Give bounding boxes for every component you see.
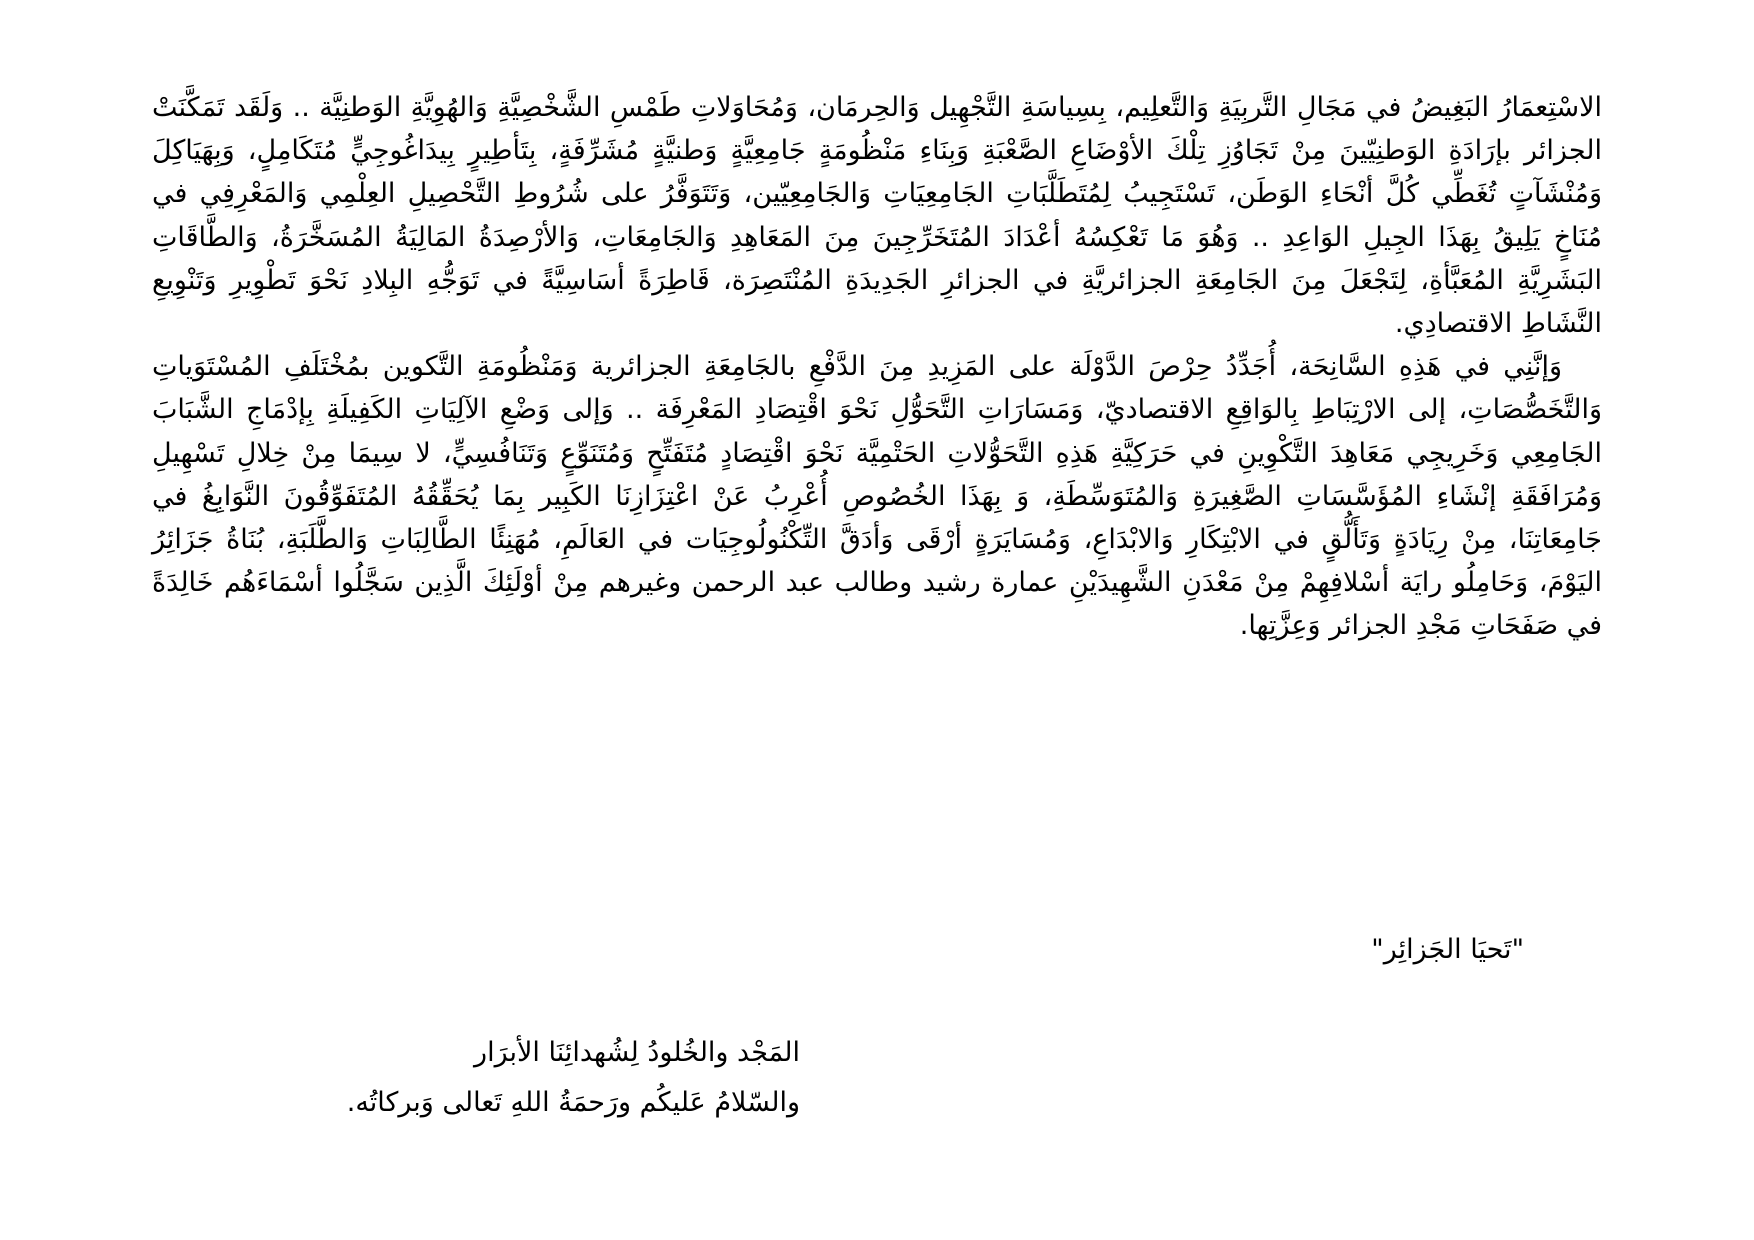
paragraph-1: الاسْتِعمَارُ البَغِيضُ في مَجَالِ التَّربِيَةِ وَالتَّعلِيم، بِسِياسَةِ التَّجْهِيل وَالحِرمَان، وَمُحَاوَلاتِ طَمْسِ الشَّخْصِيَّةِ وَالهُوِيَّةِ الوَطنِيَّة .. وَلَقَد تَمَكَّنَتْ الجزائر بإرَادَةِ الوَطنِيّينَ مِنْ تَجَاوُزِ تِلْكَ الأوْضَاعِ الصَّعْبَةِ وَبِنَاءِ مَنْظُومَةٍ جَامِعِيَّةٍ وَطنيَّةٍ مُشَرِّفَةٍ، بِتَأطِيرٍ بِيدَاغُوجِيٍّ مُتَكَامِلٍ، وَبِهَيَاكِلَ وَمُنْشَآتٍ تُغَطِّي كُلَّ أنْحَاءِ الوَطَن، تَسْتَجِيبُ لِمُتَطَلَّبَاتِ الجَامِعِيَاتِ وَالجَامِعِيّين، وَتَتَوَفَّرُ على شُرُوطِ التَّحْصِيلِ العِلْمِي وَالمَعْرِفِي في مُنَاخٍ يَلِيقُ بِهَذَا الجِيلِ الوَاعِدِ .. وَهُوَ مَا تَعْكِسُهُ أعْدَادَ المُتَخَرِّجِينَ مِنَ المَعَاهِدِ وَالجَامِعَاتِ، وَالأرْصِدَةُ المَالِيَةُ المُسَخَّرَةُ، وَالطَّاقَاتِ البَشَرِيَّةِ المُعَبَّأةِ، لِتَجْعَلَ مِنَ الجَامِعَةِ الجزائريَّةِ في الجزائرِ الجَدِيدَةِ المُنْتَصِرَة، قَاطِرَةً أسَاسِيَّةً في تَوَجُّهِ البِلادِ نَحْوَ تَطْوِيرِ وَتَنْوِيعِ النَّشَاطِ الاقتصادِي. bbox=[152, 92, 1602, 340]
slogan: "تَحيَا الجَزائِر" bbox=[1371, 934, 1524, 965]
closing-block bbox=[150, 1028, 800, 1128]
closing-line-1: المَجْد والخُلودُ لِشُهدائِنَا الأبرَار bbox=[474, 1037, 800, 1068]
paragraph-2: وَإنَّنِي في هَذِهِ السَّانِحَة، أُجَدِّدُ حِرْصَ الدَّوْلَة على المَزِيدِ مِنَ الدَّفْعِ بالجَامِعَةِ الجزائرية وَمَنْظُومَةِ التَّكوين بمُخْتَلَفِ المُسْتَوَياتِ وَالتَّخَصُّصَاتِ، إلى الارْتِبَاطِ بِالوَاقِعِ الاقتصاديّ، وَمَسَارَاتِ التَّحَوُّلِ نَحْوَ اقْتِصَادِ المَعْرِفَة .. وَإلى وَضْعِ الآلِيَاتِ الكَفِيلَةِ بِإدْمَاجِ الشَّبَابَ الجَامِعِي وَخَرِيجِي مَعَاهِدَ التَّكْوِينِ في حَرَكِيَّةِ هَذِهِ التَّحَوُّلاتِ الحَتْمِيَّة نَحْوَ اقْتِصَادٍ مُتَفَتِّحٍ وَمُتَنَوِّعٍ وَتَنَافُسِيٍّ، لا سِيمَا مِنْ خِلالِ تَسْهِيلِ وَمُرَافَقَةِ إنْشَاءِ المُؤَسَّسَاتِ الصَّغِيرَةِ وَالمُتَوَسِّطَةِ، وَ بِهَذَا الخُصُوصِ أُعْرِبُ عَنْ اعْتِزَازِنَا الكَبِير بِمَا يُحَقِّقُهُ المُتَفَوِّقُونَ النَّوَابِغُ في جَامِعَاتِنَا، مِنْ رِيَادَةٍ وَتَأَلُّقٍ في الابْتِكَارِ وَالابْدَاعِ، وَمُسَايَرَةٍ أرْقَى وَأدَقَّ التِّكْنُولُوجِيَات في العَالَمِ، مُهَنِئًا الطَّالِبَاتِ وَالطَّلَبَةِ، بُنَاةُ جَزَائِرُ اليَوْمَ، وَحَامِلُو رايَة أسْلافِهِمْ مِنْ مَعْدَنِ الشَّهِيدَيْنِ عمارة رشيد وطالب عبد الرحمن وغيرهم مِنْ أوْلَئِكَ الَّذِين سَجَّلُوا أسْمَاءَهُم خَالِدَةً في صَفَحَاتِ مَجْدِ الجزائر وَعِزَّتِها. bbox=[152, 351, 1602, 642]
closing-line-2: والسّلامُ عَليكُم ورَحمَةُ اللهِ تَعالى وَبركاتُه. bbox=[346, 1087, 800, 1118]
speech-body bbox=[152, 86, 1602, 648]
